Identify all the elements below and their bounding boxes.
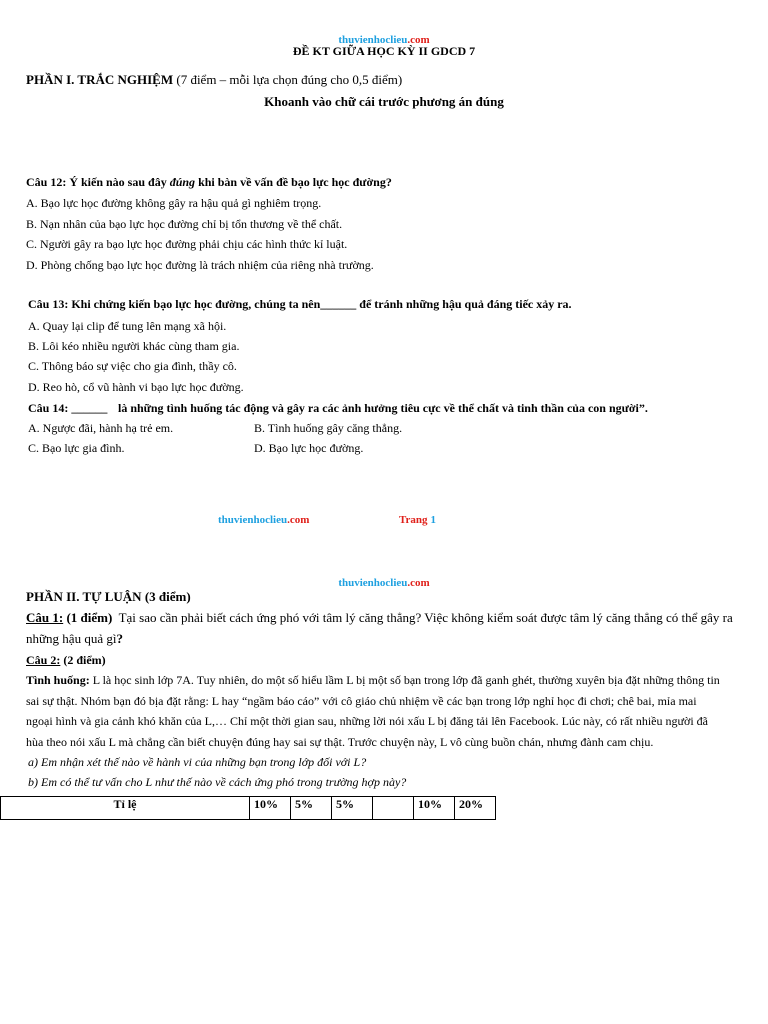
essay-q1-qmark: ? <box>116 631 123 646</box>
ratio-cell: 20% <box>455 797 496 820</box>
situation-line1 <box>26 673 720 688</box>
essay-q1-label: Câu 1: <box>26 610 64 625</box>
q12-stem <box>26 175 392 190</box>
watermark-page2-part1: thuvienhoclieu <box>338 577 408 589</box>
part2-heading: PHẦN II. TỰ LUẬN (3 điểm) <box>26 589 191 604</box>
situation-line2: sai sự thật. Nhóm bạn đó bịa đặt rằng: L hay “ngầm báo cáo” với cô giáo chủ nhiệm về các bạn trong lớp nghỉ học đi chơi; chê bai, mỉa mai <box>26 694 697 708</box>
ratio-cell: 5% <box>332 797 373 820</box>
ratio-cell: 10% <box>414 797 455 820</box>
q14-option-a: A. Ngược đãi, hành hạ trẻ em. <box>28 421 174 435</box>
essay-q2-points: (2 điểm) <box>63 653 106 667</box>
watermark-part2: .com <box>407 34 430 46</box>
q13-stem: Câu 13: Khi chứng kiến bạo lực học đường, chúng ta nên______ để tránh những hậu quả đáng tiếc xảy ra. <box>28 297 572 311</box>
q13-option-b: B. Lôi kéo nhiều người khác cùng tham gia. <box>28 339 240 353</box>
situation-label: Tình huống: <box>26 673 90 687</box>
q12-option-b: B. Nạn nhân của bạo lực học đường chỉ bị tổn thương về thể chất. <box>26 217 343 231</box>
q14-option-c: C. Bạo lực gia đình. <box>28 441 125 455</box>
essay-q1-text-1: Tại sao cần phải biết cách ứng phó với tâm lý căng thẳng? Việc không kiểm soát được tâm lý căng thẳng có thể gây ra <box>118 610 733 625</box>
q12-option-d: D. Phòng chống bạo lực học đường là trách nhiệm của riêng nhà trường. <box>26 258 374 272</box>
essay-q2-part-a: a) Em nhận xét thế nào về hành vi của những bạn trong lớp đối với L? <box>28 755 367 769</box>
situation-line3: ngoại hình và gia cảnh khó khăn của L,… Chỉ một thời gian sau, những lời nói xấu L bị đăng tải lên Facebook. Lúc này, có rất nhiều người đã <box>26 714 709 728</box>
q12-option-c: C. Người gây ra bạo lực học đường phải chịu các hình thức kỉ luật. <box>26 237 348 251</box>
essay-q1-line2 <box>26 631 123 647</box>
q12-suffix: khi bàn về vấn đề bạo lực học đường? <box>195 175 392 189</box>
essay-q2-part-b: b) Em có thể tư vấn cho L như thế nào về cách ứng phó trong trường hợp này? <box>28 775 407 789</box>
footer-watermark-part1: thuvienhoclieu <box>218 514 288 526</box>
page-label: Trang <box>399 514 428 526</box>
part1-heading: PHẦN I. TRẮC NGHIỆM <box>26 72 174 87</box>
document-title: ĐỀ KT GIỮA HỌC KỲ II GDCD 7 <box>292 44 476 58</box>
ratio-table <box>0 796 496 820</box>
watermark-header-page2 <box>0 575 768 590</box>
q12-option-a: A. Bạo lực học đường không gây ra hậu quả gì nghiêm trọng. <box>26 196 322 210</box>
essay-q1-points: (1 điểm) <box>66 610 113 625</box>
ratio-cell: 10% <box>250 797 291 820</box>
ratio-label-cell: Tỉ lệ <box>1 797 250 820</box>
essay-q2-line <box>26 653 106 668</box>
q14-stem: là những tình huống tác động và gây ra các ảnh hưởng tiêu cực về thể chất và tinh thần của con người”. <box>118 401 648 415</box>
part1-instruction: Khoanh vào chữ cái trước phương án đúng <box>264 94 504 109</box>
q14-label: Câu 14: ______ <box>28 401 108 415</box>
q13-option-d: D. Reo hò, cổ vũ hành vi bạo lực học đường. <box>28 380 244 394</box>
essay-q1-text-2: những hậu quả gì <box>26 631 117 646</box>
footer-watermark <box>218 512 309 527</box>
q13-option-c: C. Thông báo sự việc cho gia đình, thầy cô. <box>28 359 237 373</box>
q14-option-d: D. Bạo lực học đường. <box>254 441 364 455</box>
essay-q2-label: Câu 2: <box>26 653 61 667</box>
watermark-page2-part2: .com <box>407 577 430 589</box>
q12-emph: đúng <box>169 175 196 189</box>
page-number-line <box>399 512 436 527</box>
q13-option-a: A. Quay lại clip để tung lên mạng xã hội. <box>28 319 227 333</box>
part1-note: (7 điểm – mỗi lựa chọn đúng cho 0,5 điểm) <box>176 72 403 87</box>
ratio-cell: 5% <box>291 797 332 820</box>
situation-line4: hùa theo nói xấu L mà chẳng cần biết chuyện đúng hay sai sự thật. Trước chuyện này, L vô cùng buồn chán, nhưng đành cam chịu. <box>26 735 654 749</box>
ratio-cell <box>373 797 414 820</box>
q12-prefix: Câu 12: Ý kiến nào sau đây <box>26 175 170 189</box>
part1-heading-line <box>26 72 402 88</box>
essay-q1-line1 <box>26 610 733 626</box>
q14-option-b: B. Tình huống gây căng thẳng. <box>254 421 403 435</box>
watermark-part1: thuvienhoclieu <box>338 34 408 46</box>
table-row <box>1 797 496 820</box>
footer-watermark-part2: .com <box>287 514 310 526</box>
situation-text-1: L là học sinh lớp 7A. Tuy nhiên, do một số hiểu lầm L bị một số bạn trong lớp đã ganh ghét, thường xuyên bịa đặt những thông tin <box>92 673 720 687</box>
page-number: 1 <box>430 514 437 526</box>
